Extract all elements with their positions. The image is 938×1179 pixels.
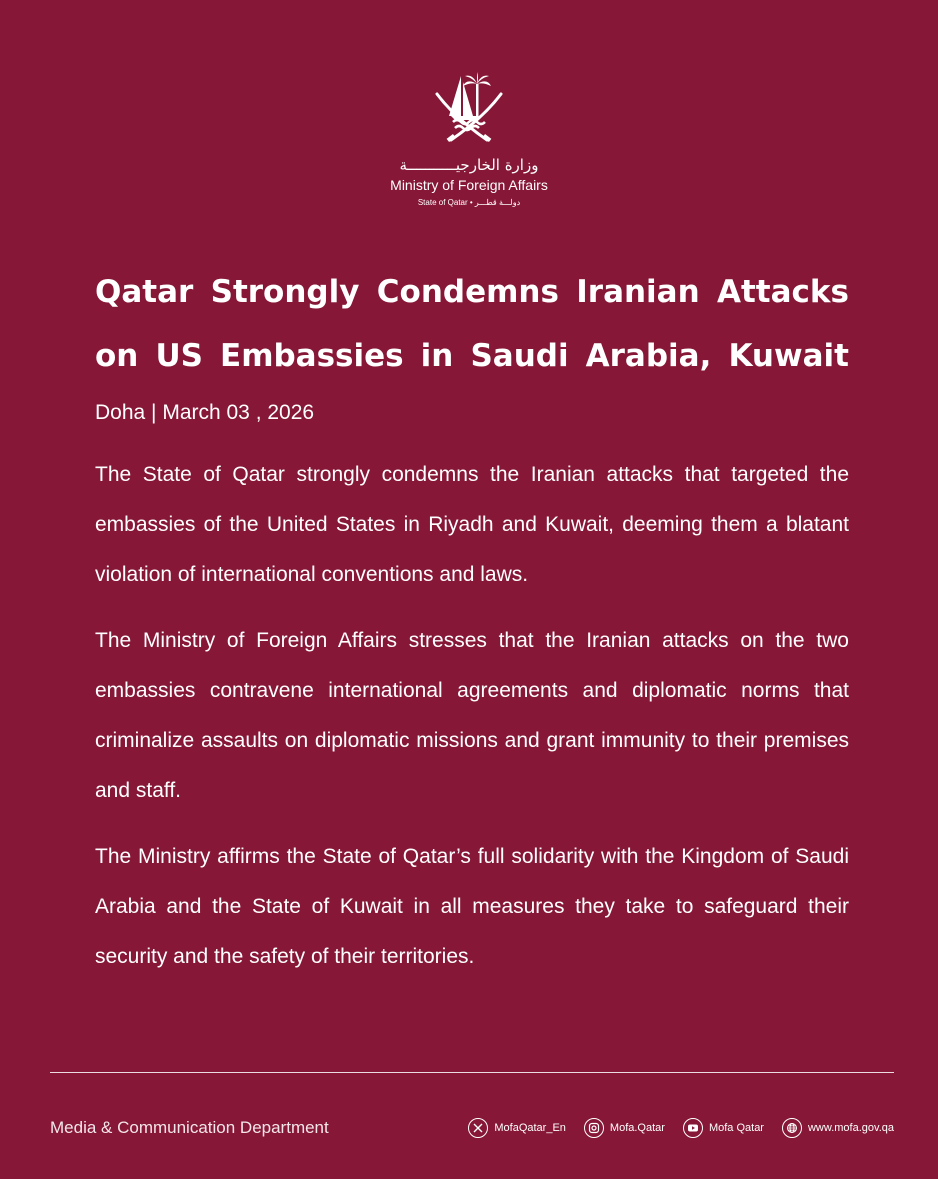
social-label: Mofa.Qatar: [609, 1122, 665, 1134]
social-link-website[interactable]: [782, 1118, 894, 1138]
ministry-header: [0, 66, 938, 208]
social-link-x[interactable]: [468, 1118, 566, 1138]
instagram-icon: [584, 1118, 604, 1138]
ministry-name: Ministry of Foreign Affairs: [390, 177, 548, 193]
article-paragraph: The State of Qatar strongly condemns the Iranian attacks that targeted the embassies of the United States in Riyadh and Kuwait, deeming them a blatant violation of international conventions and laws.: [95, 463, 849, 586]
x-icon: [468, 1118, 488, 1138]
department-name: Media & Communication Department: [50, 1118, 329, 1137]
article-paragraph: The Ministry of Foreign Affairs stresses that the Iranian attacks on the two embassies contravene international agreements and diplomatic norms that criminalize assaults on diplomatic missions and grant immunity to their premises and staff.: [95, 629, 849, 802]
footer: [50, 1110, 894, 1146]
press-release: [95, 260, 849, 982]
social-links: [468, 1118, 894, 1138]
youtube-icon: [683, 1118, 703, 1138]
qatar-emblem-icon: [429, 66, 509, 148]
social-label: www.mofa.gov.qa: [807, 1122, 894, 1134]
social-label: Mofa Qatar: [708, 1122, 764, 1134]
article-dateline: Doha | March 03 , 2026: [95, 401, 315, 424]
social-link-instagram[interactable]: [584, 1118, 665, 1138]
article-title: Qatar Strongly Condemns Iranian Attacks on US Embassies in Saudi Arabia, Kuwait: [95, 274, 849, 374]
globe-icon: [782, 1118, 802, 1138]
article-paragraph: The Ministry affirms the State of Qatar’s full solidarity with the Kingdom of Saudi Arabia and the State of Kuwait in all measures they take to safeguard their security and the safety of their territories.: [95, 845, 849, 968]
social-link-youtube[interactable]: [683, 1118, 764, 1138]
social-label: MofaQatar_En: [494, 1122, 566, 1134]
state-line: State of Qatar • دولـــة قطـــر: [417, 198, 521, 207]
footer-divider: [50, 1072, 894, 1073]
ministry-arabic-name: وزارة الخارجيـــــــــــة: [399, 156, 539, 174]
